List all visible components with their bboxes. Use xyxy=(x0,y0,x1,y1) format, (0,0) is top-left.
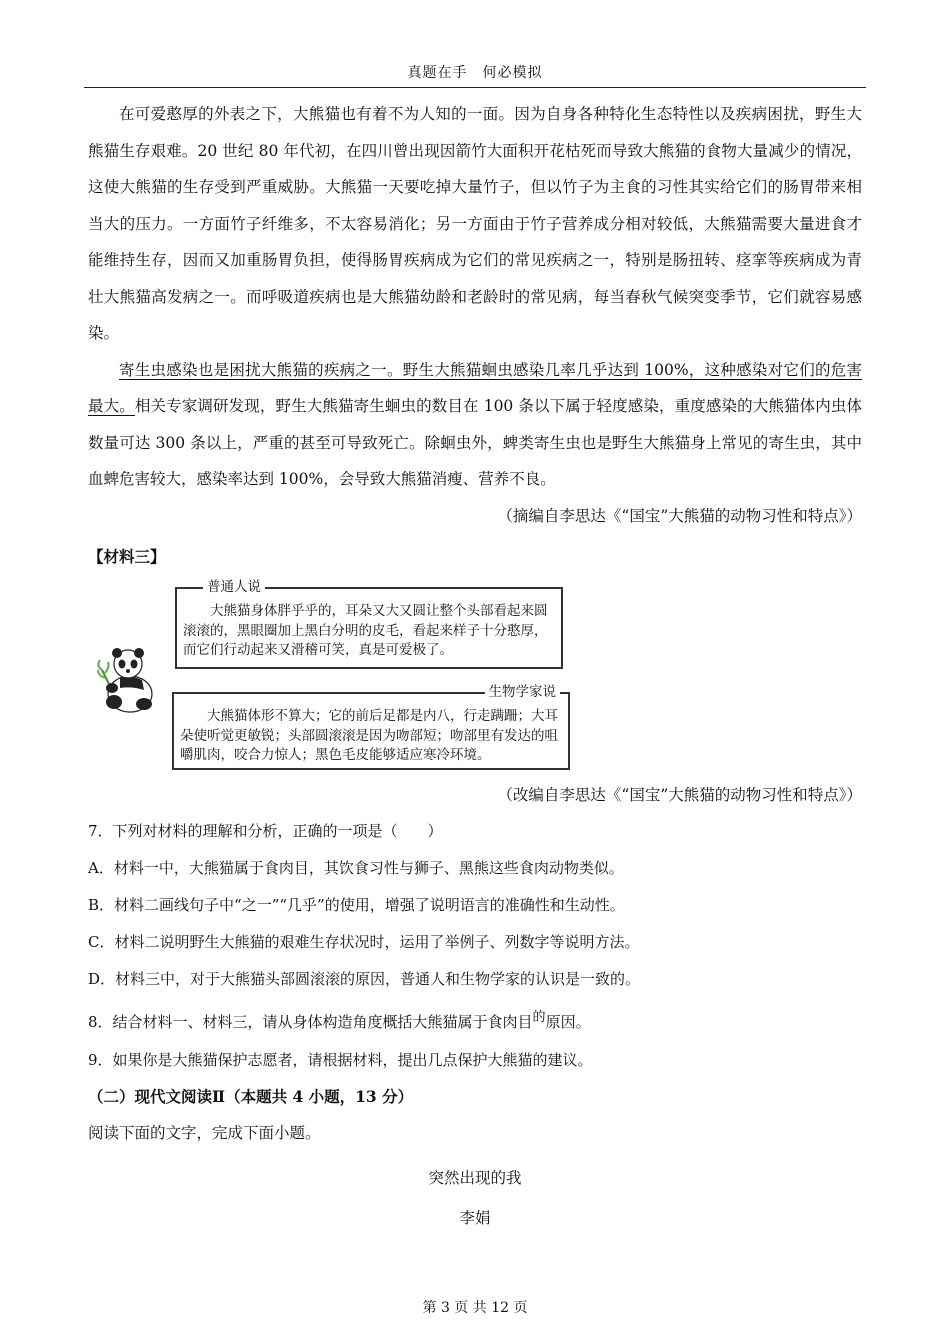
ordinary-people-legend: 普通人说 xyxy=(203,578,265,596)
material2-paragraph-1: 在可爱憨厚的外表之下，大熊猫也有着不为人知的一面。因为自身各种特化生态特性以及疾病困扰，野生大熊猫生存艰难。20 世纪 80 年代初，在四川曾出现因箭竹大面积开花枯死而导致大熊猫的食物大量减少的情况，这使大熊猫的生存受到严重威胁。大熊猫一天要吃掉大量竹子，但以竹子为主食的习性其实给它们的肠胃带来相当大的压力。一方面竹子纤维多，不太容易消化；另一方面由于竹子营养成分相对较低，大熊猫需要大量进食才能维持生存，因而又加重肠胃负担，使得肠胃疾病成为它们的常见疾病之一，特别是肠扭转、痉挛等疾病成为青壮大熊猫高发病之一。而呼吸道疾病也是大熊猫幼龄和老龄时的常见病，每当春秋气候突变季节，它们就容易感染。 xyxy=(88,105,862,342)
page-header: 真题在手 何必模拟 xyxy=(407,65,543,81)
question-9: 9．如果你是大熊猫保护志愿者，请根据材料，提出几点保护大熊猫的建议。 xyxy=(88,1051,593,1069)
ordinary-people-text: 大熊猫身体胖乎乎的，耳朵又大又圆让整个头部看起来圆滚滚的，黑眼圈加上黑白分明的皮毛，看起来样子十分憨厚，而它们行动起来又滑稽可笑，真是可爱极了。 xyxy=(183,603,548,658)
question-8-text: 8．结合材料一、材料三，请从身体构造角度概括大熊猫属于食肉目 xyxy=(88,1013,533,1031)
material3-source: （改编自李思达《“国宝”大熊猫的动物习性和特点》） xyxy=(497,786,862,804)
section-2-instruction: 阅读下面的文字，完成下面小题。 xyxy=(88,1124,321,1142)
panda-illustration xyxy=(92,644,156,714)
question-7-option-d: D．材料三中，对于大熊猫头部圆滚滚的原因，普通人和生物学家的认识是一致的。 xyxy=(88,970,641,988)
question-7-option-c: C．材料二说明野生大熊猫的艰难生存状况时，运用了举例子、列数字等说明方法。 xyxy=(88,933,640,951)
question-7-option-b: B．材料二画线句子中“之一”“几乎”的使用，增强了说明语言的准确性和生动性。 xyxy=(88,896,625,914)
article-author: 李娟 xyxy=(459,1208,491,1227)
paragraph-2-rest: 相关专家调研发现，野生大熊猫寄生蛔虫的数目在 100 条以下属于轻度感染，重度感染的大熊猫体内虫体数量可达 300 条以上，严重的甚至可导致死亡。除蛔虫外，蜱类寄生虫也是野生大熊猫身上常见的寄生虫，其中血蜱危害较大，感染率达到 100%，会导致大熊猫消瘦、营养不良。 xyxy=(88,397,862,488)
page-content xyxy=(88,96,862,1227)
section-2-heading: （二）现代文阅读Ⅱ（本题共 4 小题，13 分） xyxy=(88,1087,414,1106)
material3-heading: 【材料三】 xyxy=(88,547,166,566)
page-number: 第 3 页 共 12 页 xyxy=(422,1300,528,1316)
material2-paragraph-2 xyxy=(88,352,862,498)
biologist-text: 大熊猫体形不算大；它的前后足都是内八，行走蹒跚；大耳朵使听觉更敏锐；头部圆滚滚是因为吻部短；吻部里有发达的咀嚼肌肉，咬合力惊人；黑色毛皮能够适应寒冷环境。 xyxy=(180,708,558,763)
header-divider xyxy=(84,87,866,88)
question-7: 7．下列对材料的理解和分析，正确的一项是（ ） xyxy=(88,822,443,840)
question-7-option-a: A．材料一中，大熊猫属于食肉目，其饮食习性与狮子、黑熊这些食肉动物类似。 xyxy=(88,859,624,877)
question-8-superscript: 的 xyxy=(532,1010,546,1025)
biologist-legend: 生物学家说 xyxy=(485,683,561,701)
lower-section xyxy=(88,777,862,1236)
biologist-box xyxy=(172,684,570,770)
underlined-sentence: 寄生虫感染也是困扰大熊猫的疾病之一。野生大熊猫蛔虫感染几率几乎达到 100%，这种感染对它们的危害最大。 xyxy=(88,360,862,415)
material2-source: （摘编自李思达《“国宝”大熊猫的动物习性和特点》） xyxy=(497,506,862,525)
question-8-end: 原因。 xyxy=(545,1013,591,1031)
ordinary-people-box xyxy=(175,579,563,669)
article-title: 突然出现的我 xyxy=(428,1168,522,1187)
question-8 xyxy=(88,998,862,1042)
